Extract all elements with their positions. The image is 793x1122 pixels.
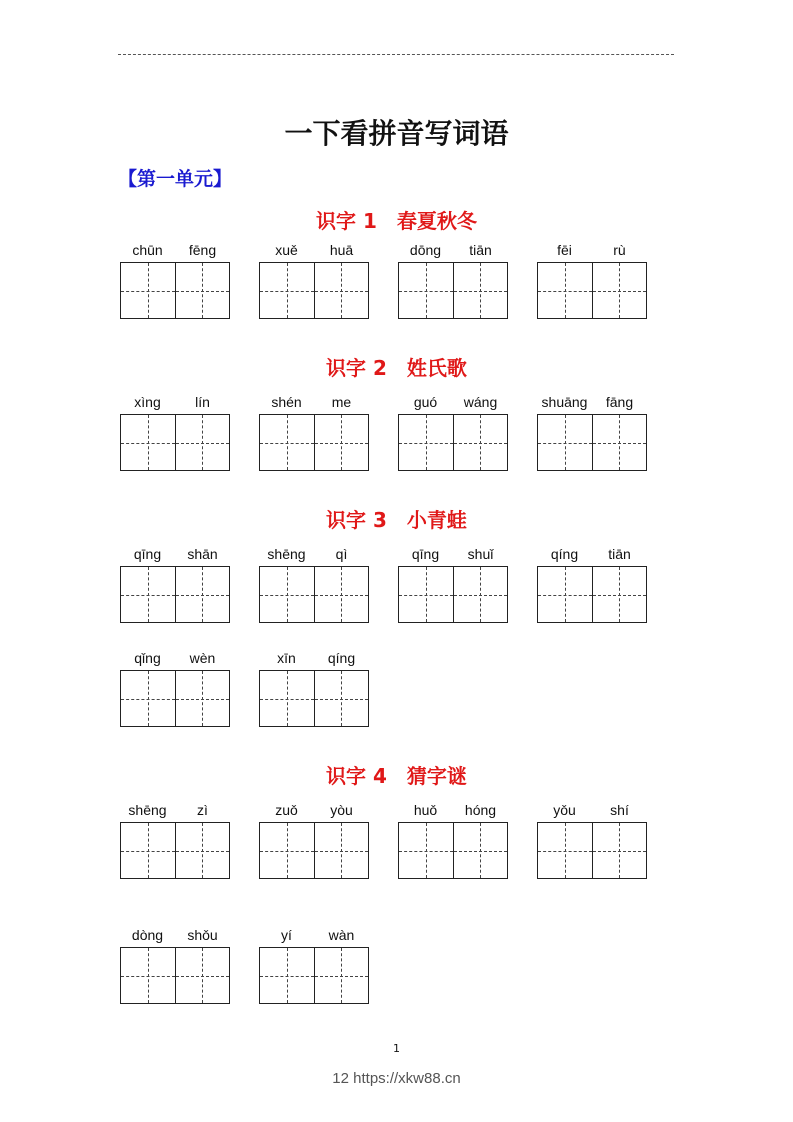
writing-cell[interactable]: [120, 566, 176, 623]
word-group: [398, 802, 508, 879]
pinyin: [537, 546, 647, 566]
section-title: 识字 2 姓氏歌: [326, 356, 467, 380]
tianzige-boxes: [537, 262, 647, 319]
tianzige-boxes: [259, 414, 369, 471]
writing-cell[interactable]: [259, 822, 315, 879]
header-divider: [118, 54, 674, 55]
pinyin-syllable: yòu: [330, 802, 353, 818]
word-group: [259, 650, 369, 727]
writing-cell[interactable]: [120, 414, 176, 471]
pinyin: [120, 802, 230, 822]
pinyin-syllable: lín: [195, 394, 210, 410]
writing-cell[interactable]: [592, 566, 648, 623]
tianzige-boxes: [120, 262, 230, 319]
writing-cell[interactable]: [592, 262, 648, 319]
page-number: 1: [393, 1042, 400, 1055]
pinyin-syllable: dòng: [131, 927, 164, 943]
pinyin-syllable: wáng: [463, 394, 498, 410]
pinyin-syllable: zì: [197, 802, 208, 818]
pinyin-syllable: fēng: [188, 242, 217, 258]
word-group: [120, 802, 230, 879]
pinyin-syllable: tiān: [608, 546, 631, 562]
pinyin: [120, 927, 230, 947]
word-group: [120, 927, 230, 1004]
tianzige-boxes: [120, 566, 230, 623]
word-row: [0, 650, 793, 730]
pinyin: [120, 394, 230, 414]
tianzige-boxes: [259, 566, 369, 623]
pinyin-syllable: xìng: [134, 394, 161, 410]
word-group: [259, 242, 369, 319]
pinyin: [259, 650, 369, 670]
pinyin-syllable: qíng: [327, 650, 356, 666]
pinyin-syllable: dōng: [409, 242, 442, 258]
word-row: [0, 802, 793, 882]
writing-cell[interactable]: [314, 822, 370, 879]
word-row: [0, 394, 793, 474]
pinyin-syllable: shān: [187, 546, 218, 562]
word-group: [259, 394, 369, 471]
word-group: [120, 546, 230, 623]
pinyin-syllable: guó: [413, 394, 438, 410]
pinyin-syllable: qì: [335, 546, 348, 562]
writing-cell[interactable]: [120, 670, 176, 727]
pinyin: [259, 394, 369, 414]
pinyin-syllable: wèn: [189, 650, 216, 666]
pinyin: [537, 242, 647, 262]
writing-cell[interactable]: [398, 822, 454, 879]
pinyin: [398, 546, 508, 566]
unit-label: 【第一单元】: [118, 168, 233, 190]
pinyin-syllable: shēng: [267, 546, 306, 562]
word-row: [0, 546, 793, 626]
tianzige-boxes: [120, 947, 230, 1004]
pinyin-syllable: qǐng: [134, 650, 161, 666]
word-group: [120, 394, 230, 471]
pinyin: [259, 802, 369, 822]
writing-cell[interactable]: [175, 414, 231, 471]
writing-cell[interactable]: [398, 566, 454, 623]
tianzige-boxes: [537, 822, 647, 879]
tianzige-boxes: [537, 566, 647, 623]
pinyin-syllable: qíng: [550, 546, 579, 562]
writing-cell[interactable]: [120, 822, 176, 879]
writing-cell[interactable]: [314, 262, 370, 319]
pinyin: [398, 394, 508, 414]
tianzige-boxes: [259, 262, 369, 319]
pinyin-syllable: shǒu: [187, 927, 218, 943]
section-title: 识字 1 春夏秋冬: [316, 209, 477, 233]
pinyin: [259, 242, 369, 262]
pinyin-syllable: fēi: [557, 242, 572, 258]
writing-cell[interactable]: [592, 822, 648, 879]
word-group: [259, 546, 369, 623]
writing-cell[interactable]: [259, 414, 315, 471]
pinyin-syllable: shuǐ: [467, 546, 494, 562]
section-title: 识字 4 猜字谜: [326, 764, 467, 788]
word-group: [120, 650, 230, 727]
pinyin: [537, 394, 647, 414]
pinyin-syllable: qīng: [411, 546, 440, 562]
tianzige-boxes: [398, 414, 508, 471]
word-group: [398, 546, 508, 623]
word-group: [537, 546, 647, 623]
writing-cell[interactable]: [175, 262, 231, 319]
writing-cell[interactable]: [259, 947, 315, 1004]
writing-cell[interactable]: [537, 822, 593, 879]
pinyin-syllable: hóng: [464, 802, 497, 818]
pinyin: [537, 802, 647, 822]
tianzige-boxes: [398, 566, 508, 623]
word-group: [537, 242, 647, 319]
tianzige-boxes: [398, 822, 508, 879]
writing-cell[interactable]: [537, 414, 593, 471]
word-group: [259, 927, 369, 1004]
writing-cell[interactable]: [175, 822, 231, 879]
word-group: [259, 802, 369, 879]
pinyin-syllable: xuě: [275, 242, 298, 258]
pinyin-syllable: zuǒ: [275, 802, 298, 818]
word-group: [398, 394, 508, 471]
pinyin-syllable: huǒ: [413, 802, 438, 818]
pinyin: [120, 650, 230, 670]
pinyin-syllable: me: [331, 394, 352, 410]
page-title: 一下看拼音写词语: [284, 117, 509, 150]
writing-cell[interactable]: [398, 262, 454, 319]
tianzige-boxes: [398, 262, 508, 319]
writing-cell[interactable]: [314, 414, 370, 471]
writing-cell[interactable]: [592, 414, 648, 471]
writing-cell[interactable]: [537, 262, 593, 319]
pinyin-syllable: wàn: [328, 927, 355, 943]
writing-cell[interactable]: [175, 947, 231, 1004]
pinyin-syllable: qīng: [133, 546, 162, 562]
pinyin: [259, 546, 369, 566]
writing-cell[interactable]: [453, 414, 509, 471]
pinyin-syllable: rù: [613, 242, 626, 258]
pinyin-syllable: shí: [610, 802, 629, 818]
pinyin-syllable: shēng: [128, 802, 167, 818]
writing-cell[interactable]: [259, 566, 315, 623]
writing-cell[interactable]: [453, 566, 509, 623]
pinyin-syllable: shén: [271, 394, 302, 410]
writing-cell[interactable]: [175, 566, 231, 623]
tianzige-boxes: [537, 414, 647, 471]
tianzige-boxes: [120, 670, 230, 727]
pinyin: [120, 242, 230, 262]
writing-cell[interactable]: [453, 822, 509, 879]
pinyin-syllable: tiān: [469, 242, 492, 258]
writing-cell[interactable]: [259, 262, 315, 319]
word-group: [537, 394, 647, 471]
writing-cell[interactable]: [259, 670, 315, 727]
pinyin-syllable: chūn: [132, 242, 163, 258]
tianzige-boxes: [120, 822, 230, 879]
tianzige-boxes: [259, 822, 369, 879]
writing-cell[interactable]: [314, 947, 370, 1004]
writing-cell[interactable]: [175, 670, 231, 727]
pinyin-syllable: shuāng: [541, 394, 588, 410]
pinyin: [259, 927, 369, 947]
word-group: [537, 802, 647, 879]
footer-watermark: 12 https://xkw88.cn: [332, 1070, 461, 1087]
pinyin: [398, 242, 508, 262]
pinyin-syllable: huā: [329, 242, 354, 258]
word-group: [120, 242, 230, 319]
section-title: 识字 3 小青蛙: [326, 508, 467, 532]
tianzige-boxes: [259, 670, 369, 727]
tianzige-boxes: [120, 414, 230, 471]
pinyin-syllable: yǒu: [553, 802, 576, 818]
writing-cell[interactable]: [453, 262, 509, 319]
pinyin: [398, 802, 508, 822]
writing-cell[interactable]: [314, 670, 370, 727]
writing-cell[interactable]: [398, 414, 454, 471]
writing-cell[interactable]: [537, 566, 593, 623]
pinyin: [120, 546, 230, 566]
writing-cell[interactable]: [314, 566, 370, 623]
pinyin-syllable: fāng: [605, 394, 634, 410]
pinyin-syllable: xīn: [277, 650, 296, 666]
word-row: [0, 927, 793, 1007]
tianzige-boxes: [259, 947, 369, 1004]
word-group: [398, 242, 508, 319]
writing-cell[interactable]: [120, 947, 176, 1004]
writing-cell[interactable]: [120, 262, 176, 319]
pinyin-syllable: yí: [281, 927, 292, 943]
word-row: [0, 242, 793, 322]
